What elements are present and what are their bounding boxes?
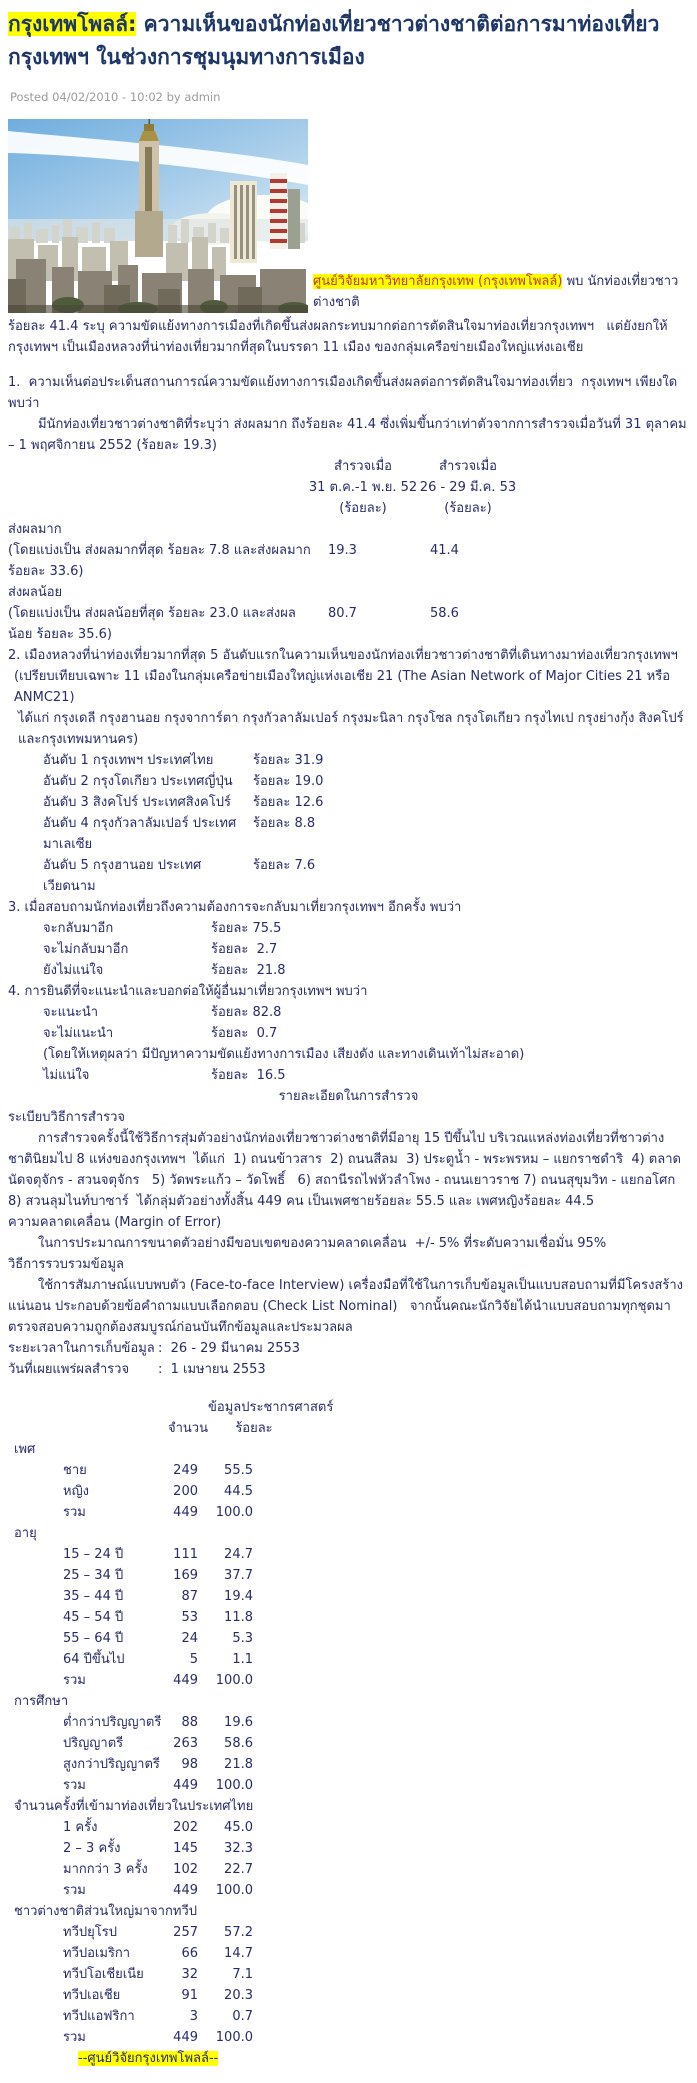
list-item <box>8 918 689 939</box>
collection-heading: วิธีการรวบรวมข้อมูล <box>8 1257 125 1272</box>
section2-heading: 2. เมืองหลวงที่น่าท่องเที่ยวมากที่สุด 5 อันดับแรกในความเห็นของนักท่องเที่ยวชาวต่างชาติที่เดินทางมาท่องเที่ยวกรุงเทพฯ <box>8 648 678 663</box>
item-label: จะไม่แนะนำ <box>43 1026 114 1041</box>
row-percent: 11.8 <box>224 1610 253 1625</box>
table-row <box>8 1985 689 2006</box>
row-percent: 0.7 <box>232 2009 253 2024</box>
table-row <box>8 1460 689 1481</box>
row-percent: 32.3 <box>224 1841 253 1856</box>
row-percent: 24.7 <box>224 1547 253 1562</box>
row-label: ปริญญาตรี <box>63 1736 124 1751</box>
row-count: 169 <box>173 1568 198 1583</box>
row-label: ชาย <box>63 1463 87 1478</box>
article-photo <box>8 119 308 313</box>
row-label: รวม <box>63 1778 86 1793</box>
table-row <box>8 1943 689 1964</box>
rank-row <box>8 813 689 855</box>
table-row <box>8 1565 689 1586</box>
row-percent: 19.6 <box>224 1715 253 1730</box>
row-percent: 57.2 <box>224 1925 253 1940</box>
row-count: 5 <box>189 1652 198 1667</box>
rank-value: ร้อยละ 8.8 <box>253 816 316 831</box>
row-count: 3 <box>189 2009 198 2024</box>
rank-label: อันดับ 5 กรุงฮานอย ประเทศเวียดนาม <box>43 858 202 894</box>
item-value: ร้อยละ 82.8 <box>211 1005 282 1020</box>
item-value: ร้อยละ 16.5 <box>211 1068 286 1083</box>
row-label: สูงกว่าปริญญาตรี <box>63 1757 160 1772</box>
row-percent: 45.0 <box>224 1820 253 1835</box>
row-count: 32 <box>181 1967 198 1982</box>
row-percent: 7.1 <box>232 1967 253 1982</box>
rank-label: อันดับ 4 กรุงกัวลาลัมเปอร์ ประเทศมาเลเซีย <box>43 816 237 852</box>
table-row <box>8 1880 689 1901</box>
table-row <box>8 1712 689 1733</box>
row-percent: 1.1 <box>232 1652 253 1667</box>
row-percent: 44.5 <box>224 1484 253 1499</box>
lead-after-highlight: พบ นักท่องเที่ยวชาวต่างชาติ <box>313 274 679 310</box>
count-column-header: จำนวน <box>168 1421 208 1436</box>
section4-heading: 4. การยินดีที่จะแนะนำและบอกต่อให้ผู้อื่นมาเที่ยวกรุงเทพฯ พบว่า <box>8 984 368 999</box>
rank-row <box>8 792 689 813</box>
period-row <box>8 1338 689 1359</box>
row-label: 45 – 54 ปี <box>63 1610 124 1625</box>
table-row <box>8 1628 689 1649</box>
period-label: ระยะเวลาในการเก็บข้อมูล <box>8 1341 155 1356</box>
lead-body: ร้อยละ 41.4 ระบุ ความขัดแย้งทางการเมืองที่เกิดขึ้นส่งผลกระทบมากต่อการตัดสินใจมาท่องเที่ยวกรุงเทพฯ แต่ยังยกให้กรุงเทพฯ เป็นเมืองหลวงที่น่าท่องเที่ยวมากที่สุดในบรรดา 11 เมือง ของกลุ่มเครือข่ายเมืองใหญ่แห่งเอเชีย <box>8 319 668 355</box>
list-item <box>8 1023 689 1044</box>
table-row <box>8 1607 689 1628</box>
publish-value: : 1 เมษายน 2553 <box>158 1362 266 1377</box>
table-row <box>8 1502 689 1523</box>
rank-value: ร้อยละ 31.9 <box>253 753 324 768</box>
rank-label: อันดับ 1 กรุงเทพฯ ประเทศไทย <box>43 753 214 768</box>
rank-value: ร้อยละ 7.6 <box>253 858 316 873</box>
list-item <box>8 960 689 981</box>
row-percent: 37.7 <box>224 1568 253 1583</box>
section3-heading: 3. เมื่อสอบถามนักท่องเที่ยวถึงความต้องการจะกลับมาเที่ยวกรุงเทพฯ อีกครั้ง พบว่า <box>8 900 462 915</box>
survey-row-value1: 80.7 <box>328 606 357 621</box>
survey-col1-unit: (ร้อยละ) <box>339 501 387 516</box>
row-label: ต่ำกว่าปริญญาตรี <box>63 1715 162 1730</box>
row-count: 249 <box>173 1463 198 1478</box>
table-row <box>8 1649 689 1670</box>
hero-row <box>8 119 689 313</box>
footer-credit <box>78 2048 689 2069</box>
row-label: รวม <box>63 1505 86 1520</box>
row-label: ทวีปเอเชีย <box>63 1988 121 2003</box>
table-row <box>8 603 689 645</box>
row-percent: 100.0 <box>215 1505 253 1520</box>
row-count: 88 <box>181 1715 198 1730</box>
title-highlight: กรุงเทพโพลล์: <box>8 12 137 36</box>
demo-group-name: ชาวต่างชาติส่วนใหญ่มาจากทวีป <box>14 1904 197 1919</box>
row-count: 263 <box>173 1736 198 1751</box>
row-count: 111 <box>173 1547 198 1562</box>
rank-label: อันดับ 3 สิงคโปร์ ประเทศสิงคโปร์ <box>43 795 231 810</box>
row-label: 25 – 34 ปี <box>63 1568 124 1583</box>
table-row <box>8 1670 689 1691</box>
row-count: 257 <box>173 1925 198 1940</box>
row-count: 202 <box>173 1820 198 1835</box>
row-label: 64 ปีขึ้นไป <box>63 1652 125 1667</box>
methodology-heading: ระเบียบวิธีการสำรวจ <box>8 1110 126 1125</box>
survey-row-value1: 19.3 <box>328 543 357 558</box>
section4-note: (โดยให้เหตุผลว่า มีปัญหาความขัดแย้งทางการเมือง เสียงดัง และทางเดินเท้าไม่สะอาด) <box>43 1047 525 1062</box>
row-label: 55 – 64 ปี <box>63 1631 124 1646</box>
row-count: 449 <box>173 2030 198 2045</box>
demographics-header <box>8 1418 689 1439</box>
row-count: 66 <box>181 1946 198 1961</box>
survey-row-sub: (โดยแบ่งเป็น ส่งผลมากที่สุด ร้อยละ 7.8 และส่งผลมาก ร้อยละ 33.6) <box>8 543 311 579</box>
survey-row-label: ส่งผลน้อย <box>8 585 63 600</box>
survey-col2-unit: (ร้อยละ) <box>444 501 492 516</box>
item-label: ยังไม่แน่ใจ <box>43 963 104 978</box>
survey-row-value2: 58.6 <box>430 606 459 621</box>
table-row <box>8 1733 689 1754</box>
section2-note-line: ได้แก่ กรุงเดลี กรุงฮานอย กรุงจาการ์ตา กรุงกัวลาลัมเปอร์ กรุงมะนิลา กรุงโซล กรุงโตเกียว กรุงไทเป กรุงย่างกุ้ง สิงคโปร์ <box>18 711 684 726</box>
table-row <box>8 2027 689 2048</box>
demographics-title: ข้อมูลประชากรศาสตร์ <box>208 1400 334 1415</box>
moe-text: ในการประมาณการขนาดตัวอย่างมีขอบเขตของความคลาดเคลื่อน +/- 5% ที่ระดับความเชื่อมั่น 95% <box>38 1236 607 1251</box>
row-count: 24 <box>181 1631 198 1646</box>
row-count: 98 <box>181 1757 198 1772</box>
table-row <box>8 1754 689 1775</box>
row-label: ทวีปแอฟริกา <box>63 2009 135 2024</box>
row-count: 449 <box>173 1778 198 1793</box>
row-percent: 100.0 <box>215 1778 253 1793</box>
row-percent: 100.0 <box>215 2030 253 2045</box>
row-percent: 5.3 <box>232 1631 253 1646</box>
row-label: ทวีปโอเชียเนีย <box>63 1967 144 1982</box>
table-row <box>8 1544 689 1565</box>
demo-group-name: การศึกษา <box>14 1694 69 1709</box>
rank-row <box>8 855 689 897</box>
row-label: 2 – 3 ครั้ง <box>63 1841 121 1856</box>
item-label: ไม่แน่ใจ <box>43 1068 90 1083</box>
row-label: รวม <box>63 1883 86 1898</box>
section2-note-line: และกรุงเทพมหานคร) <box>18 732 139 747</box>
survey-table-header-row1 <box>8 456 689 477</box>
survey-row-sub: (โดยแบ่งเป็น ส่งผลน้อยที่สุด ร้อยละ 23.0 และส่งผลน้อย ร้อยละ 35.6) <box>8 606 296 642</box>
row-label: รวม <box>63 2030 86 2045</box>
row-label: 15 – 24 ปี <box>63 1547 124 1562</box>
rank-value: ร้อยละ 19.0 <box>253 774 324 789</box>
demo-group-name: อายุ <box>14 1526 37 1541</box>
row-label: ทวีปยุโรป <box>63 1925 117 1940</box>
title-rest: ความเห็นของนักท่องเที่ยวชาวต่างชาติต่อการมาท่องเที่ยว กรุงเทพฯ ในช่วงการชุมนุมทางการเมือง <box>8 12 660 69</box>
section1-heading: 1. ความเห็นต่อประเด็นสถานการณ์ความขัดแย้งทางการเมืองเกิดขึ้นส่งผลต่อการตัดสินใจมาท่องเที่ยว กรุงเทพฯ เพียงใด พบว่า <box>8 375 682 411</box>
row-count: 145 <box>173 1841 198 1856</box>
demo-group-name: จำนวนครั้งที่เข้ามาท่องเที่ยวในประเทศไทย <box>14 1799 254 1814</box>
item-label: จะไม่กลับมาอีก <box>43 942 129 957</box>
survey-col2-date: 26 - 29 มี.ค. 53 <box>419 480 517 495</box>
item-value: ร้อยละ 75.5 <box>211 921 282 936</box>
row-percent: 14.7 <box>224 1946 253 1961</box>
row-percent: 100.0 <box>215 1673 253 1688</box>
row-count: 449 <box>173 1673 198 1688</box>
table-row <box>8 540 689 582</box>
methodology-text: การสำรวจครั้งนี้ใช้วิธีการสุ่มตัวอย่างนักท่องเที่ยวชาวต่างชาติที่มีอายุ 15 ปีขึ้นไป บริเวณแหล่งท่องเที่ยวที่ชาวต่างชาตินิยมไป 8 แห่งของกรุงเทพฯ ได้แก่ 1) ถนนข้าวสาร 2) ถนนสีลม 3) ประตูน้ำ - พระพรหม – แยกราชดำริ 4) ตลาดนัดจตุจักร - สวนจตุจักร 5) วัดพระแก้ว – วัดโพธิ์ 6) สถานีรถไฟหัวลำโพง - ถนนเยาวราช 7) ถนนสุขุมวิท - แยกอโศก 8) สวนลุมไนท์บาซาร์ ได้กลุ่มตัวอย่างทั้งสิ้น 449 คน เป็นเพศชายร้อยละ 55.5 และ เพศหญิงร้อยละ 44.5 <box>8 1131 684 1209</box>
row-label: ทวีปอเมริกา <box>63 1946 131 1961</box>
table-row <box>8 1775 689 1796</box>
row-percent: 22.7 <box>224 1862 253 1877</box>
demo-group-name: เพศ <box>14 1442 36 1457</box>
list-item <box>8 1002 689 1023</box>
survey-col2-header: สำรวจเมื่อ <box>439 459 497 474</box>
row-percent: 100.0 <box>215 1883 253 1898</box>
survey-row-value2: 41.4 <box>430 543 459 558</box>
item-label: จะกลับมาอีก <box>43 921 114 936</box>
lead-highlight: ศูนย์วิจัยมหาวิทยาลัยกรุงเทพ (กรุงเทพโพลล์) <box>313 274 563 289</box>
row-label: 35 – 44 ปี <box>63 1589 124 1604</box>
section2-note-line: (เปรียบเทียบเฉพาะ 11 เมืองในกลุ่มเครือข่ายเมืองใหญ่แห่งเอเชีย 21 (The Asian Network of Major Cities 21 หรือ ANMC21) <box>14 669 675 705</box>
publish-row <box>8 1359 689 1380</box>
list-item <box>8 1065 689 1086</box>
publish-label: วันที่เผยแพร่ผลสำรวจ <box>8 1362 130 1377</box>
row-count: 449 <box>173 1505 198 1520</box>
table-row <box>8 1859 689 1880</box>
table-row <box>8 1586 689 1607</box>
row-percent: 19.4 <box>224 1589 253 1604</box>
row-count: 53 <box>181 1610 198 1625</box>
row-label: หญิง <box>63 1484 89 1499</box>
table-row <box>8 2006 689 2027</box>
footer-highlight: --ศูนย์วิจัยกรุงเทพโพลล์-- <box>78 2051 219 2066</box>
percent-column-header: ร้อยละ <box>235 1421 273 1436</box>
row-count: 102 <box>173 1862 198 1877</box>
row-label: รวม <box>63 1673 86 1688</box>
survey-col1-header: สำรวจเมื่อ <box>334 459 392 474</box>
row-count: 87 <box>181 1589 198 1604</box>
survey-table-header-row3 <box>8 498 689 519</box>
rank-label: อันดับ 2 กรุงโตเกียว ประเทศญี่ปุ่น <box>43 774 233 789</box>
row-percent: 55.5 <box>224 1463 253 1478</box>
survey-col1-date: 31 ต.ค.-1 พ.ย. 52 <box>308 480 418 495</box>
row-count: 449 <box>173 1883 198 1898</box>
item-label: จะแนะนำ <box>43 1005 99 1020</box>
table-row <box>8 1481 689 1502</box>
row-label: 1 ครั้ง <box>63 1820 98 1835</box>
page-title <box>8 8 689 74</box>
posted-byline: Posted 04/02/2010 - 10:02 by admin <box>10 90 221 104</box>
row-count: 200 <box>173 1484 198 1499</box>
item-value: ร้อยละ 21.8 <box>211 963 286 978</box>
rank-row <box>8 771 689 792</box>
moe-heading: ความคลาดเคลื่อน (Margin of Error) <box>8 1215 222 1230</box>
details-title: รายละเอียดในการสำรวจ <box>278 1089 419 1104</box>
row-percent: 21.8 <box>224 1757 253 1772</box>
row-count: 91 <box>181 1988 198 2003</box>
rank-row <box>8 750 689 771</box>
item-value: ร้อยละ 2.7 <box>211 942 278 957</box>
item-value: ร้อยละ 0.7 <box>211 1026 278 1041</box>
table-row <box>8 1964 689 1985</box>
row-percent: 20.3 <box>224 1988 253 2003</box>
rank-value: ร้อยละ 12.6 <box>253 795 324 810</box>
row-label: มากกว่า 3 ครั้ง <box>63 1862 148 1877</box>
section1-paragraph: มีนักท่องเที่ยวชาวต่างชาติที่ระบุว่า ส่งผลมาก ถึงร้อยละ 41.4 ซึ่งเพิ่มขึ้นกว่าเท่าตัวจากการสำรวจเมื่อวันที่ 31 ตุลาคม – 1 พฤศจิกายน 2552 (ร้อยละ 19.3) <box>8 417 691 453</box>
survey-row-label: ส่งผลมาก <box>8 522 62 537</box>
table-row <box>8 1817 689 1838</box>
table-row <box>8 1838 689 1859</box>
bangkok-skyline-photo <box>8 119 308 313</box>
period-value: : 26 - 29 มีนาคม 2553 <box>158 1341 301 1356</box>
row-percent: 58.6 <box>224 1736 253 1751</box>
lead-sentence <box>308 271 689 313</box>
list-item <box>8 939 689 960</box>
table-row <box>8 1922 689 1943</box>
collection-text: ใช้การสัมภาษณ์แบบพบตัว (Face-to-face Interview) เครื่องมือที่ใช้ในการเก็บข้อมูลเป็นแบบสอบถามที่มีโครงสร้างแน่นอน ประกอบด้วยข้อคำถามแบบเลือกตอบ (Check List Nominal) จากนั้นคณะนักวิจัยได้นำแบบสอบถามทุกชุดมาตรวจสอบความถูกต้องสมบูรณ์ก่อนบันทึกข้อมูลและประมวลผล <box>8 1278 684 1335</box>
survey-table-header-row2 <box>8 477 689 498</box>
